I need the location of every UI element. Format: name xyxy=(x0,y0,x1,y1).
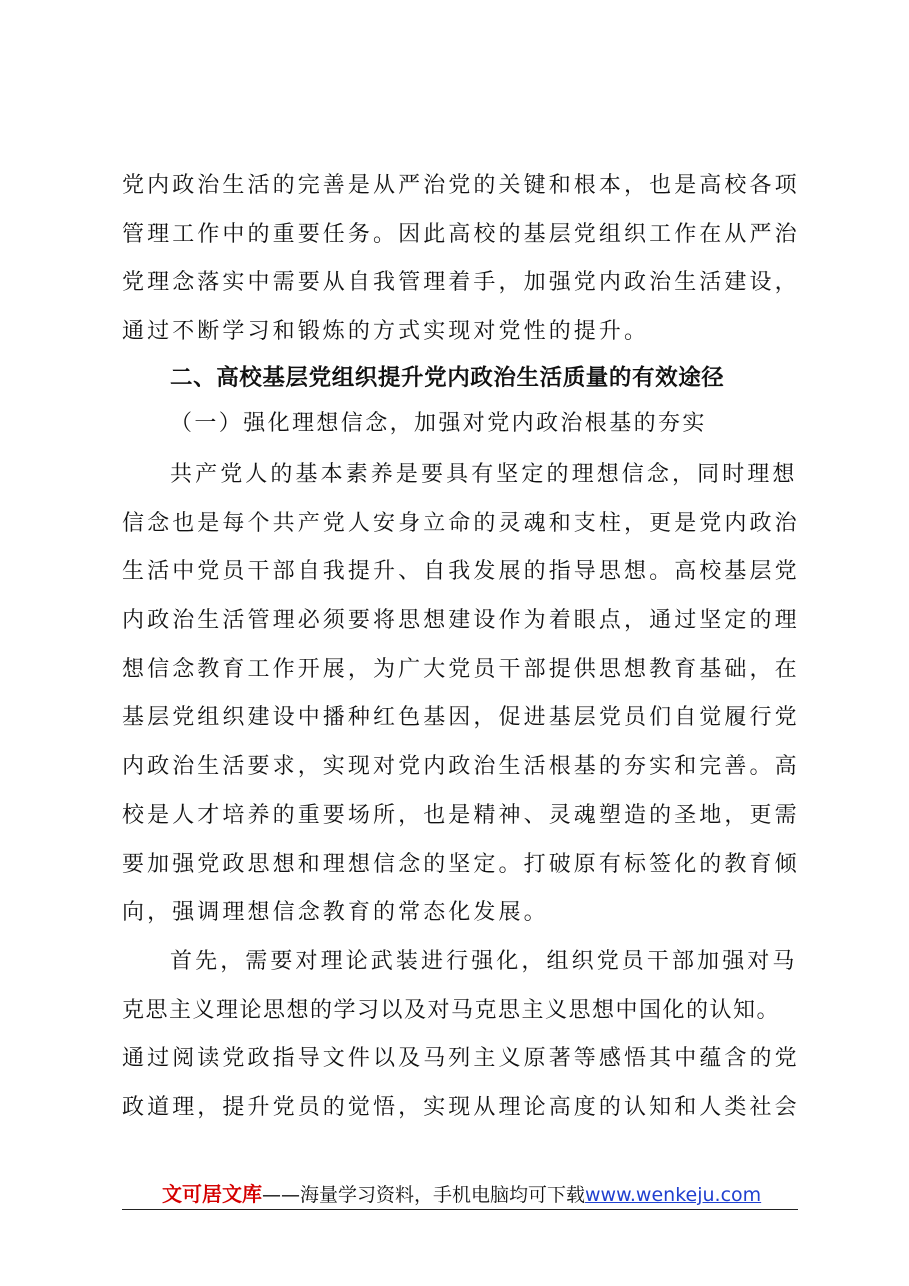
text-line: 政道理，提升党员的觉悟，实现从理论高度的认知和人类社会 xyxy=(122,1095,800,1121)
footer-brand: 文可居文库 xyxy=(162,1182,262,1206)
subsection-heading: （一）强化理想信念，加强对党内政治根基的夯实 xyxy=(170,411,707,436)
text-line: 想信念教育工作开展，为广大党员干部提供思想教育基础，在 xyxy=(122,656,800,682)
footer-text xyxy=(162,1180,761,1209)
text-line: 要加强党政思想和理想信念的坚定。打破原有标签化的教育倾 xyxy=(122,851,800,877)
text-line: 首先，需要对理论武装进行强化，组织党员干部加强对马 xyxy=(170,949,798,974)
text-line: 管理工作中的重要任务。因此高校的基层党组织工作在从严治 xyxy=(122,221,800,247)
text-line: 生活中党员干部自我提升、自我发展的指导思想。高校基层党 xyxy=(122,559,800,585)
paragraph-1 xyxy=(122,451,802,938)
text-line: 党理念落实中需要从自我管理着手，加强党内政治生活建设， xyxy=(122,270,800,296)
text-line: 党内政治生活的完善是从严治党的关键和根本，也是高校各项 xyxy=(122,173,800,198)
text-line: 基层党组织建设中播种红色基因，促进基层党员们自觉履行党 xyxy=(122,705,800,731)
text-line: 通过阅读党政指导文件以及马列主义原著等感悟其中蕴含的党 xyxy=(122,1046,800,1072)
page-footer xyxy=(122,1180,798,1208)
footer-website-link[interactable]: www.wenkeju.com xyxy=(585,1184,762,1206)
text-line: 信念也是每个共产党人安身立命的灵魂和支柱，更是党内政治 xyxy=(122,510,800,536)
footer-slogan: ——海量学习资料，手机电脑均可下载 xyxy=(262,1184,586,1206)
text-line: 校是人才培养的重要场所，也是精神、灵魂塑造的圣地，更需 xyxy=(122,802,800,828)
text-line: 内政治生活管理必须要将思想建设作为着眼点，通过坚定的理 xyxy=(122,608,800,634)
paragraph-2 xyxy=(122,938,802,1133)
text-line: 共产党人的基本素养是要具有坚定的理想信念，同时理想 xyxy=(170,462,798,487)
text-line: 克思主义理论思想的学习以及对马克思主义思想中国化的认知。 xyxy=(122,997,781,1023)
footer-divider xyxy=(122,1209,798,1210)
text-line: 内政治生活要求，实现对党内政治生活根基的夯实和完善。高 xyxy=(122,754,800,780)
intro-paragraph xyxy=(122,162,802,357)
text-line: 向，强调理想信念教育的常态化发展。 xyxy=(122,900,549,926)
text-line: 通过不断学习和锻炼的方式实现对党性的提升。 xyxy=(122,319,650,345)
section-heading: 二、高校基层党组织提升党内政治生活质量的有效途径 xyxy=(170,365,725,391)
